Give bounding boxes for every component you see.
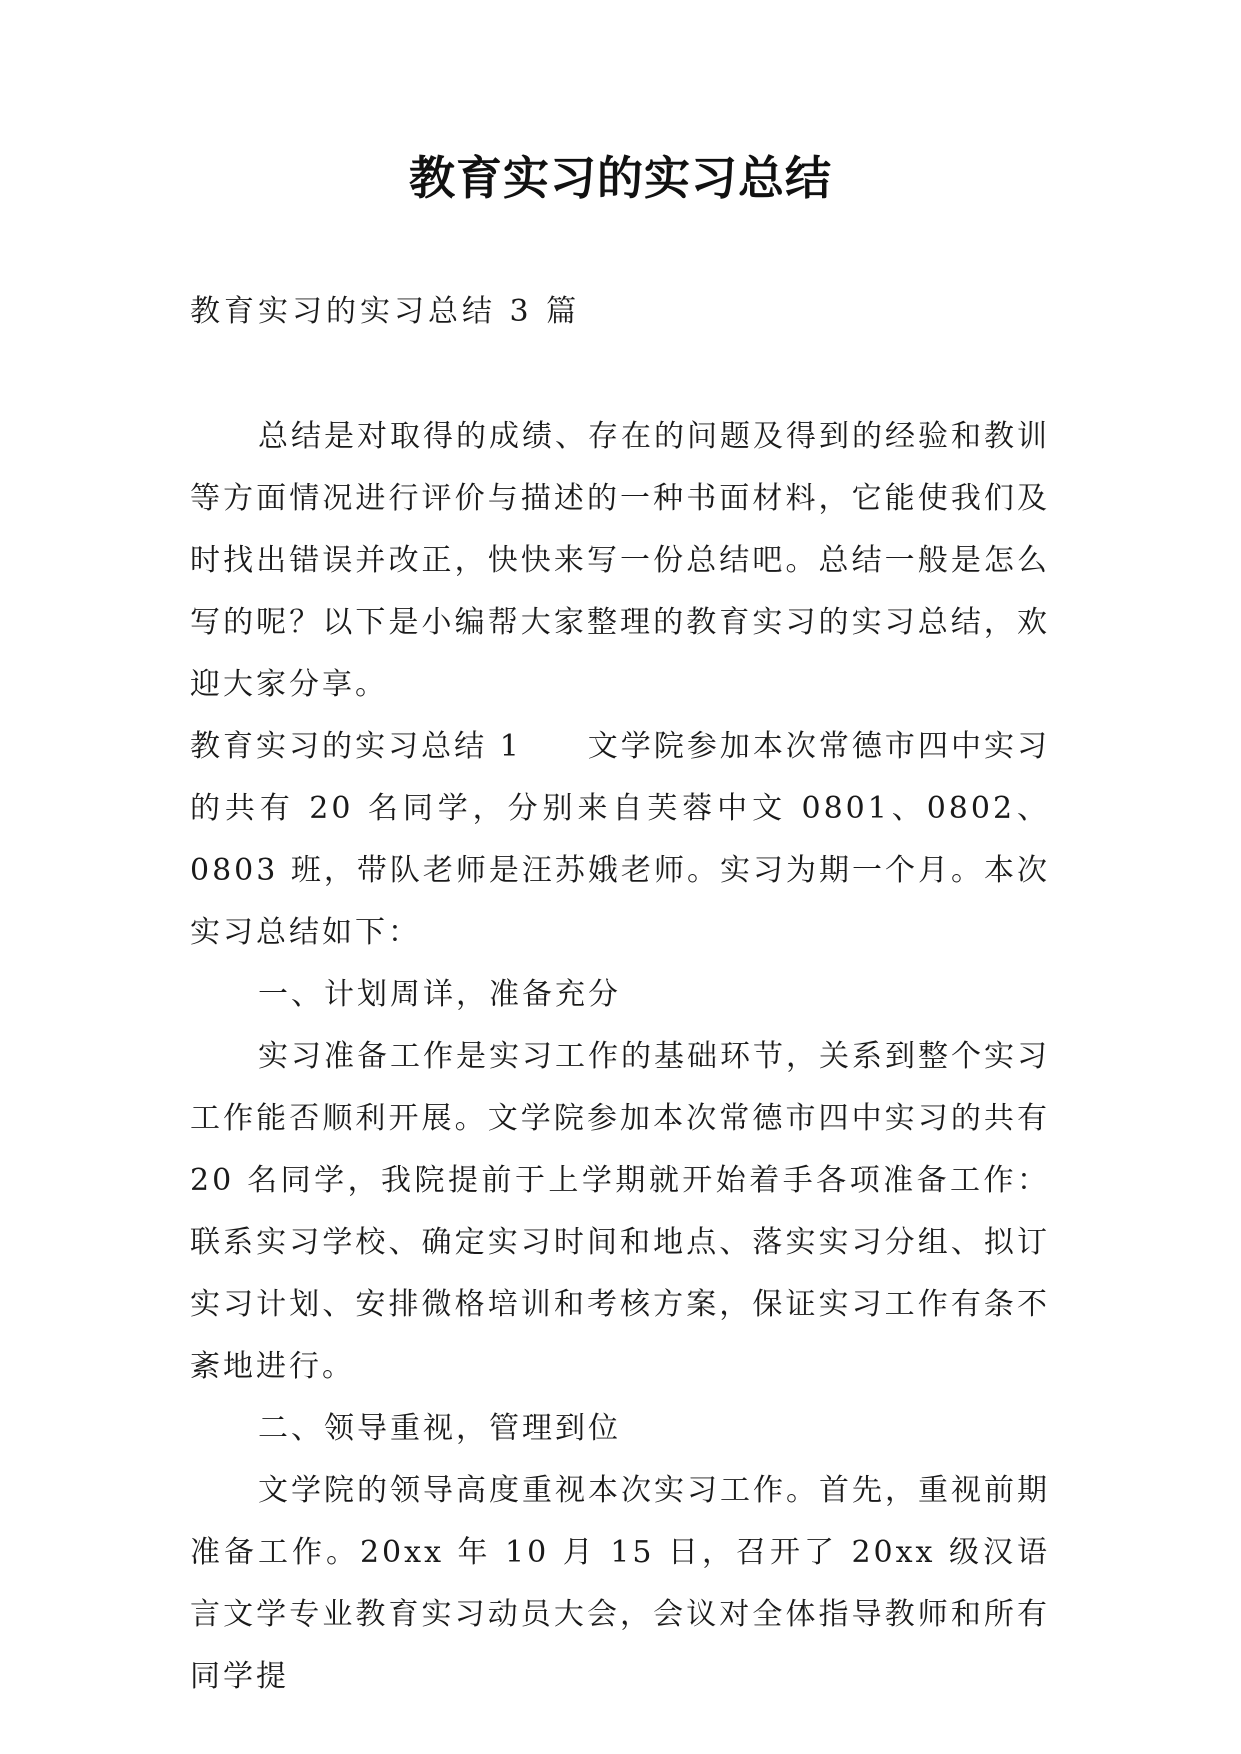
part2-heading: 二、领导重视，管理到位 — [258, 1411, 621, 1446]
intro-paragraph: 总结是对取得的成绩、存在的问题及得到的经验和教训等方面情况进行评价与描述的一种书面材料，它能使我们及时找出错误并改正，快快来写一份总结吧。总结一般是怎么写的呢？以下是小编帮大家整理的教育实习的实习总结，欢迎大家分享。 — [190, 419, 1050, 702]
document-body — [190, 406, 1050, 1708]
part1-heading: 一、计划周详，准备充分 — [258, 977, 621, 1012]
document-title: 教育实习的实习总结 — [409, 151, 832, 205]
section1-paragraph — [190, 716, 1050, 964]
section1-heading: 教育实习的实习总结 1 — [190, 729, 522, 764]
part1-paragraph: 实习准备工作是实习工作的基础环节，关系到整个实习工作能否顺利开展。文学院参加本次常德市四中实习的共有 20 名同学，我院提前于上学期就开始着手各项准备工作：联系实习学校、确定实习时间和地点、落实实习分组、拟订实习计划、安排微格培训和考核方案，保证实习工作有条不紊地进行。 — [190, 1039, 1050, 1384]
section1-lead: 文学院参加本次常德市四中实习的共有 20 名同学，分别来自芙蓉中文 0801、0802、0803 班，带队老师是汪苏娥老师。实习为期一个月。本次实习总结如下： — [190, 729, 1050, 950]
part2-paragraph: 文学院的领导高度重视本次实习工作。首先，重视前期准备工作。20xx 年 10 月 15 日，召开了 20xx 级汉语言文学专业教育实习动员大会，会议对全体指导教师和所有同学提 — [190, 1473, 1050, 1694]
document-subtitle: 教育实习的实习总结 3 篇 — [190, 294, 581, 329]
